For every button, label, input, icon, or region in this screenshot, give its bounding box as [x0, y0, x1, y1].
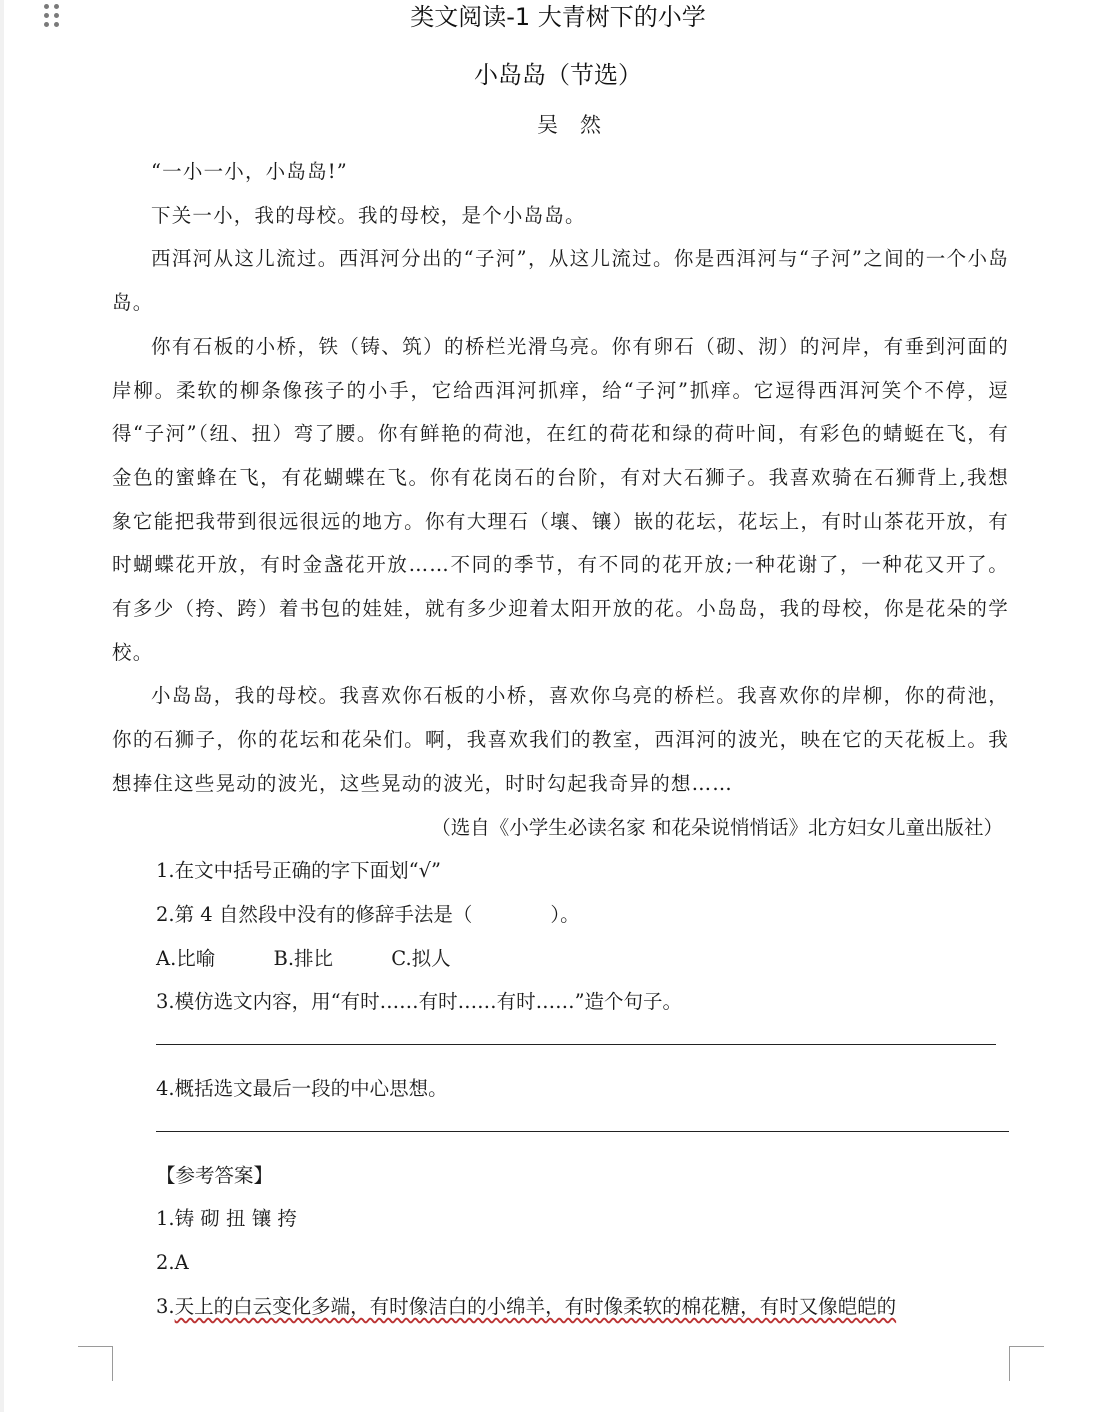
- passage-title: 小岛岛（节选）: [474, 61, 642, 89]
- paragraph-2: 下关一小，我的母校。我的母校，是个小岛岛。: [151, 203, 586, 227]
- option-a: A.比喻: [156, 946, 216, 970]
- question-3: 3.模仿选文内容，用“有时……有时……有时……”造个句子。: [156, 990, 683, 1014]
- answer-3-number: 3.: [156, 1294, 175, 1318]
- page-left-edge: [0, 0, 4, 1412]
- document-body: [112, 150, 1009, 1329]
- answers-heading: 【参考答案】: [156, 1163, 274, 1187]
- answer-2: 2.A: [156, 1251, 189, 1275]
- question-2-options: [112, 937, 1009, 981]
- paragraph-4: 你有石板的小桥，铁（铸、筑）的桥栏光滑乌亮。你有卵石（砌、沏）的河岸，有垂到河面的岸柳。柔软的柳条像孩子的小手，它给西洱河抓痒，给“子河”抓痒。它逗得西洱河笑个不停，逗得“子河”（纽、扭）弯了腰。你有鲜艳的荷池，在红的荷花和绿的荷叶间，有彩色的蜻蜓在飞，有金色的蜜蜂在飞，有花蝴蝶在飞。你有花岗石的台阶，有对大石狮子。我喜欢骑在石狮背上,我想象它能把我带到很远很远的地方。你有大理石（壤、镶）嵌的花坛，花坛上，有时山茶花开放，有时蝴蝶花开放，有时金盏花开放……不同的季节，有不同的花开放;一种花谢了，一种花又开了。有多少（挎、跨）着书包的娃娃，就有多少迎着太阳开放的花。小岛岛，我的母校，你是花朵的学校。: [112, 334, 1009, 664]
- author-name: 吴然: [537, 113, 623, 137]
- crop-mark-right: [1009, 1346, 1044, 1381]
- question-4: 4.概括选文最后一段的中心思想。: [156, 1077, 448, 1101]
- question-2: 2.第 4 自然段中没有的修辞手法是（ ）。: [156, 902, 580, 926]
- answer-line-3[interactable]: [156, 1034, 996, 1045]
- paragraph-5: 小岛岛，我的母校。我喜欢你石板的小桥，喜欢你乌亮的桥栏。我喜欢你的岸柳，你的荷池，你的石狮子，你的花坛和花朵们。啊，我喜欢我们的教室，西洱河的波光，映在它的天花板上。我想捧住这些晃动的波光，这些晃动的波光，时时勾起我奇异的想……: [112, 684, 1009, 795]
- answer-3: [112, 1285, 1009, 1329]
- option-b: B.排比: [273, 946, 334, 970]
- answer-3-text: 天上的白云变化多端，有时像洁白的小绵羊，有时像柔软的棉花糖，有时又像皑皑的: [174, 1294, 897, 1318]
- document-title: 类文阅读-1 大青树下的小学: [410, 3, 706, 31]
- answer-line-4[interactable]: [156, 1121, 1009, 1132]
- crop-mark-left: [78, 1346, 113, 1381]
- question-1: 1.在文中括号正确的字下面划“√”: [156, 859, 441, 883]
- option-c: C.拟人: [391, 946, 451, 970]
- paragraph-3: 西洱河从这儿流过。西洱河分出的“子河”，从这儿流过。你是西洱河与“子河”之间的一个小岛岛。: [112, 247, 1009, 315]
- answer-1: 1.铸 砌 扭 镶 挎: [156, 1207, 297, 1231]
- passage-source: （选自《小学生必读名家 和花朵说悄悄话》北方妇女儿童出版社）: [431, 815, 1003, 839]
- paragraph-1: “一小一小，小岛岛!”: [151, 160, 348, 183]
